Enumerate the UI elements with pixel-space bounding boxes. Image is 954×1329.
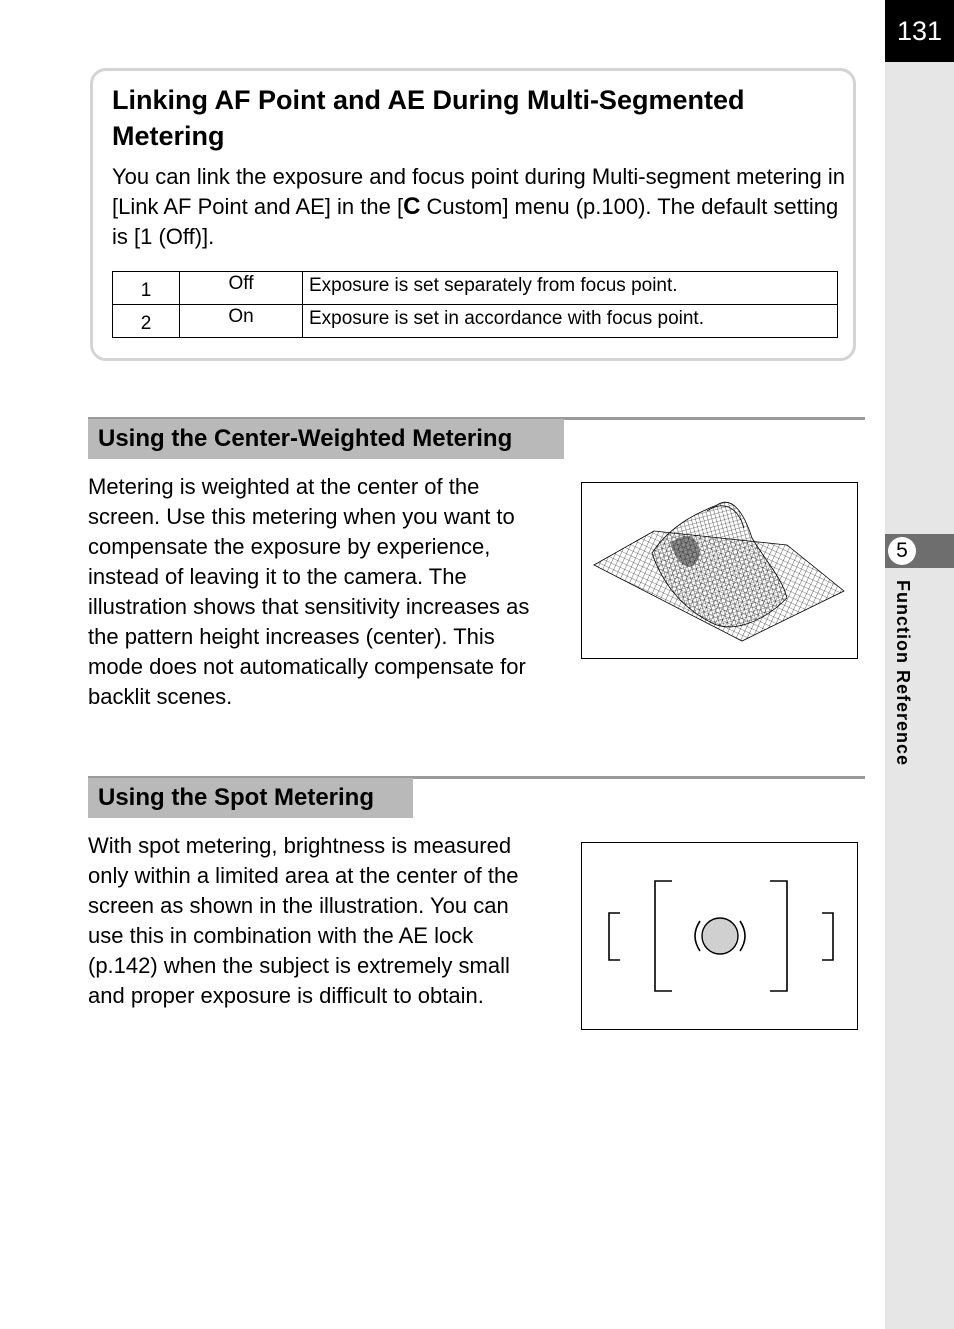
center-weighted-illustration (581, 482, 858, 659)
center-weighted-body: Metering is weighted at the center of the screen. Use this metering when you want to compensate the exposure by experience, instead of leaving it to the camera. The illustration shows that sensitivity increases as the pattern height increases (center). This mode does not automatically compensate for backlit scenes. (88, 474, 530, 709)
table-row (113, 305, 838, 338)
custom-menu-icon: C (403, 193, 421, 220)
link-body-text-2: Custom] menu (p.100). The default setting is [1 (Off)]. (112, 194, 839, 249)
spot-metering-illustration (581, 842, 858, 1030)
link-body-text-1: You can link the exposure and focus point during Multi-segment metering in [Link AF Point and AE] in the [ (112, 164, 845, 219)
chapter-number: 5 (888, 537, 916, 565)
spot-body: With spot metering, brightness is measured only within a limited area at the center of the screen as shown in the illustration. You can use this in combination with the AE lock (p.142) when the subject is extremely small and proper exposure is difficult to obtain. (88, 833, 519, 1008)
af-frame-right (770, 881, 787, 991)
link-af-ae-title: Linking AF Point and AE During Multi-Segmented Metering (112, 85, 745, 151)
af-frame-left (655, 881, 672, 991)
table-row (113, 272, 838, 305)
option-number: 1 (113, 272, 180, 305)
option-description: Exposure is set in accordance with focus point. (303, 305, 838, 338)
page-number: 131 (885, 0, 954, 62)
option-value: Off (180, 272, 303, 305)
right-bracket (822, 913, 833, 960)
link-options-table (112, 271, 838, 338)
option-value: On (180, 305, 303, 338)
spot-circle (702, 918, 738, 954)
spot-heading: Using the Spot Metering (88, 778, 413, 818)
center-weighted-mesh-graphic (582, 483, 856, 657)
option-number: 2 (113, 305, 180, 338)
left-bracket (609, 913, 620, 960)
option-description: Exposure is set separately from focus point. (303, 272, 838, 305)
spot-metering-graphic (582, 843, 856, 1028)
chapter-label: Function Reference (893, 580, 913, 767)
center-weighted-heading: Using the Center-Weighted Metering (88, 419, 564, 459)
link-af-ae-body (112, 162, 852, 252)
